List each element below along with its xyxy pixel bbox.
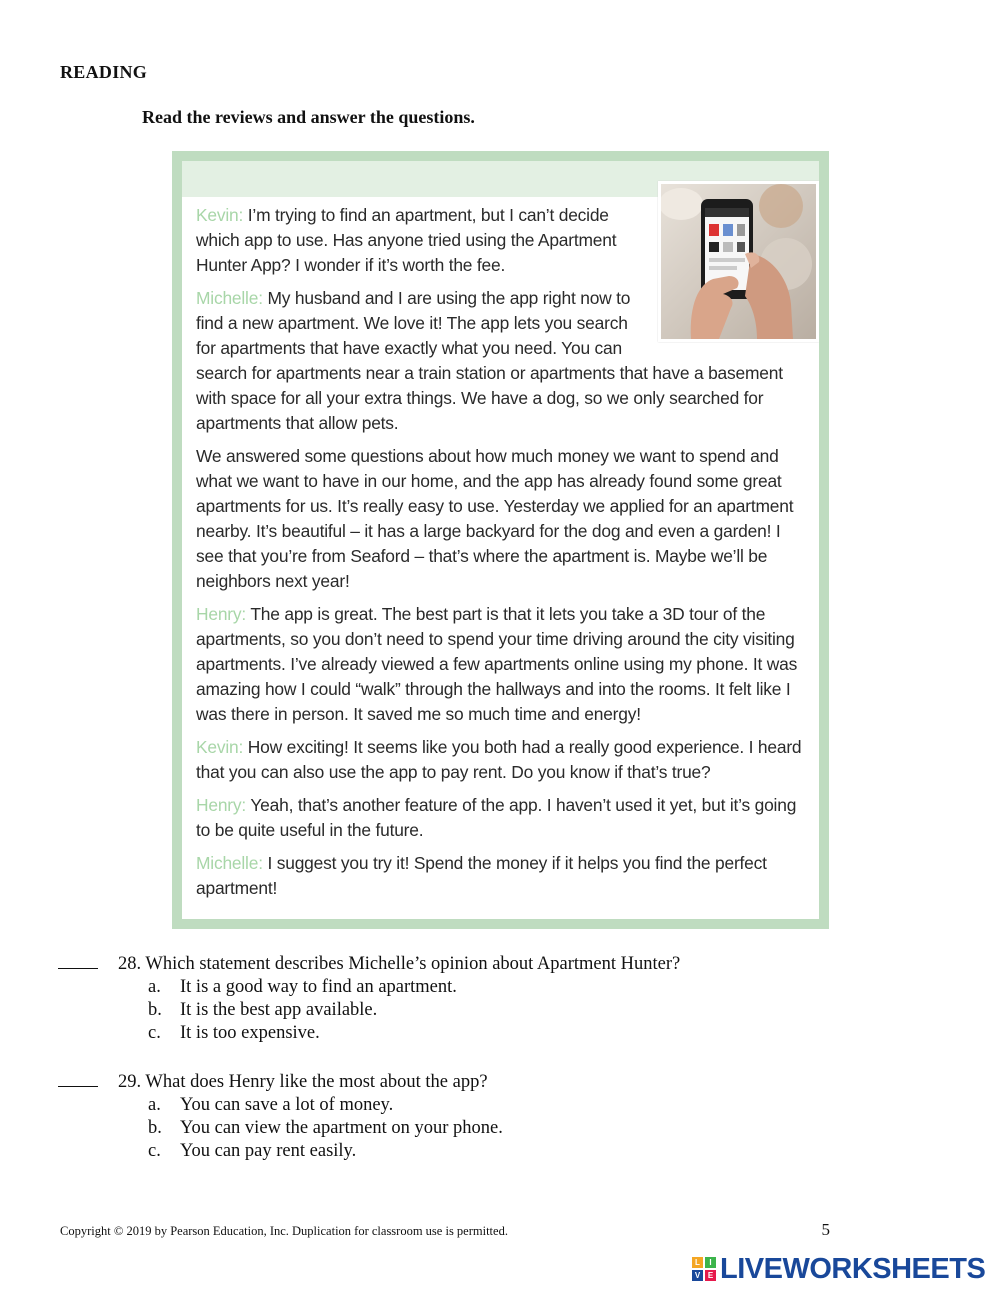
logo-tile: L: [692, 1257, 703, 1268]
logo-tile: V: [692, 1270, 703, 1281]
review-michelle-2: [196, 444, 808, 594]
option-letter: c.: [148, 1141, 161, 1161]
question-28: [58, 952, 758, 1045]
logo-tile: I: [705, 1257, 716, 1268]
option-a[interactable]: [148, 976, 758, 999]
review-text: I’m trying to find an apartment, but I can’t decide which app to use. Has anyone tried using the Apartment Hunter App? I wonder if it’s worth the fee.: [196, 205, 617, 275]
review-text: Yeah, that’s another feature of the app. I haven’t used it yet, but it’s going to be quite useful in the future.: [196, 795, 797, 840]
review-kevin-2: [196, 735, 808, 785]
image-wrap-spacer: [632, 286, 808, 338]
liveworksheets-logo[interactable]: [692, 1254, 985, 1284]
review-panel: [182, 161, 819, 919]
review-henry-2: [196, 793, 808, 843]
option-a[interactable]: [148, 1094, 758, 1117]
option-text: It is too expensive.: [180, 1023, 320, 1043]
review-box: [172, 151, 829, 929]
speaker-name: Michelle:: [196, 288, 263, 308]
question-29: [58, 1070, 758, 1163]
brand-name: LIVEWORKSHEETS: [720, 1252, 986, 1285]
answer-blank-29[interactable]: [58, 1070, 98, 1087]
review-michelle-1: [196, 286, 808, 436]
option-letter: a.: [148, 1095, 161, 1115]
review-text: The app is great. The best part is that it lets you take a 3D tour of the apartments, so you don’t need to spend your time driving around the city visiting apartments. I’ve already viewed a few apartments online using my phone. It was amazing how I could “walk” through the hallways and into the rooms. It felt like I was there in person. It saved me so much time and energy!: [196, 604, 798, 724]
option-letter: b.: [148, 1000, 162, 1020]
option-c[interactable]: [148, 1140, 758, 1163]
option-text: You can save a lot of money.: [180, 1095, 394, 1115]
review-kevin-1: [196, 203, 636, 278]
option-b[interactable]: [148, 1117, 758, 1140]
speaker-name: Michelle:: [196, 853, 263, 873]
page-number: 5: [821, 1220, 830, 1239]
speaker-name: Henry:: [196, 604, 247, 624]
option-letter: c.: [148, 1023, 161, 1043]
option-letter: b.: [148, 1118, 162, 1138]
instructions: Read the reviews and answer the questions.: [142, 107, 475, 127]
page-footer: [60, 1220, 830, 1240]
logo-tile: E: [705, 1270, 716, 1281]
review-henry-1: [196, 602, 808, 727]
review-text: We answered some questions about how much money we want to spend and what we want to have in our home, and the app has already found some great apartments for us. It’s really easy to use. Yesterday we applied for an apartment nearby. It’s beautiful – it has a large backyard for the dog and even a garden! I see that you’re from Seaford – that’s where the apartment is. Maybe we’ll be neighbors next year!: [196, 446, 794, 591]
option-b[interactable]: [148, 999, 758, 1022]
speaker-name: Henry:: [196, 795, 247, 815]
review-text: I suggest you try it! Spend the money if it helps you find the perfect apartment!: [196, 853, 767, 898]
question-text: 28. Which statement describes Michelle’s opinion about Apartment Hunter?: [118, 954, 681, 974]
speaker-name: Kevin:: [196, 205, 244, 225]
question-text: 29. What does Henry like the most about the app?: [118, 1072, 488, 1092]
reviews-text: [196, 203, 808, 901]
option-text: It is the best app available.: [180, 1000, 378, 1020]
option-letter: a.: [148, 977, 161, 997]
copyright-notice: Copyright © 2019 by Pearson Education, Inc. Duplication for classroom use is permitted.: [60, 1224, 508, 1238]
answer-blank-28[interactable]: [58, 952, 98, 969]
option-text: You can view the apartment on your phone.: [180, 1118, 503, 1138]
review-michelle-3: [196, 851, 808, 901]
option-c[interactable]: [148, 1022, 758, 1045]
section-title: READING: [60, 62, 148, 82]
review-text: How exciting! It seems like you both had a really good experience. I heard that you can also use the app to pay rent. Do you know if that’s true?: [196, 737, 802, 782]
liveworksheets-logo-icon: [692, 1257, 716, 1281]
options-list: [58, 976, 758, 1045]
speaker-name: Kevin:: [196, 737, 244, 757]
option-text: It is a good way to find an apartment.: [180, 977, 457, 997]
review-text: My husband and I are using the app right now to find a new apartment. We love it! The app lets you search for apartments that have exactly what you need. You can search for apartments near a train station or apartments that have a basement with space for all your extra things. We have a dog, so we only searched for apartments that allow pets.: [196, 288, 783, 433]
option-text: You can pay rent easily.: [180, 1141, 357, 1161]
options-list: [58, 1094, 758, 1163]
